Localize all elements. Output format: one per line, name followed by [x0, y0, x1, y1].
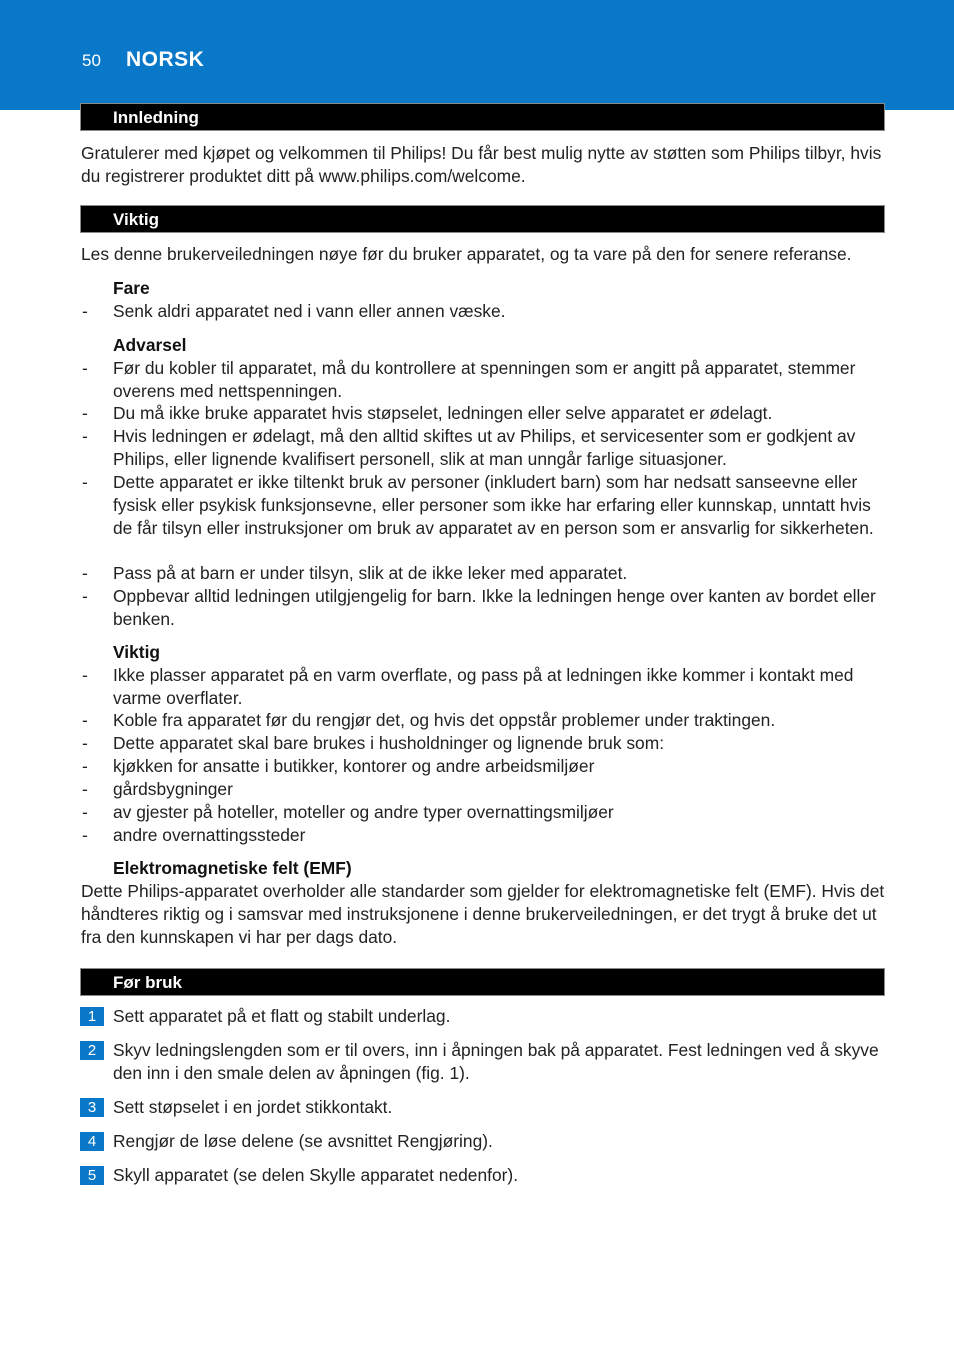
list-item: kjøkken for ansatte i butikker, kontorer og andre arbeidsmiljøer — [113, 756, 595, 776]
important-paragraph: Les denne brukerveiledningen nøye før du bruker apparatet, og ta vare på den for senere referanse. — [81, 244, 852, 264]
section-header-important — [80, 205, 885, 233]
bullet-dash: - — [82, 472, 88, 492]
section-title: Før bruk — [113, 973, 182, 992]
bullet-dash: - — [82, 733, 88, 753]
header-bar — [0, 0, 954, 110]
bullet-dash: - — [82, 802, 88, 822]
list-item: Senk aldri apparatet ned i vann eller annen væske. — [113, 301, 506, 321]
emf-paragraph: Dette Philips-apparatet overholder alle standarder som gjelder for elektromagnetiske felt (EMF). Hvis det håndteres riktig og i samsvar med instruksjonene i denne brukerveiledningen, er det trygt å bruke det ut fra den kunnskapen vi har per dags dato. — [81, 881, 885, 947]
section-header-before-use — [80, 968, 885, 996]
subheading-warning: Advarsel — [113, 335, 187, 355]
bullet-dash: - — [82, 825, 88, 845]
step-text: Rengjør de løse delene (se avsnittet Rengjøring). — [113, 1131, 493, 1151]
bullet-dash: - — [82, 563, 88, 583]
page-number: 50 — [82, 51, 101, 70]
list-item: Du må ikke bruke apparatet hvis støpselet, ledningen eller selve apparatet er ødelagt. — [113, 403, 773, 423]
bullet-dash: - — [82, 358, 88, 378]
intro-paragraph: Gratulerer med kjøpet og velkommen til Philips! Du får best mulig nytte av støtten som Philips tilbyr, hvis du registrerer produktet ditt på www.philips.com/welcome. — [81, 143, 882, 186]
bullet-dash: - — [82, 586, 88, 606]
subheading-danger: Fare — [113, 278, 150, 298]
language-title: NORSK — [126, 48, 205, 71]
list-item: Dette apparatet skal bare brukes i husholdninger og lignende bruk som: — [113, 733, 665, 753]
bullet-dash: - — [82, 665, 88, 685]
bullet-dash: - — [82, 403, 88, 423]
step-text: Skyll apparatet (se delen Skylle apparatet nedenfor). — [113, 1165, 519, 1185]
step-text: Skyv ledningslengden som er til overs, inn i åpningen bak på apparatet. Fest ledningen ved å skyve den inn i den smale delen av åpningen (fig. 1). — [113, 1040, 879, 1083]
bullet-dash: - — [82, 756, 88, 776]
subheading-emf: Elektromagnetiske felt (EMF) — [113, 858, 352, 878]
step-number-badge: 5 — [80, 1166, 104, 1185]
step-number-badge: 4 — [80, 1132, 104, 1151]
step-text: Sett støpselet i en jordet stikkontakt. — [113, 1097, 393, 1117]
section-title: Viktig — [113, 210, 159, 229]
list-item: Oppbevar alltid ledningen utilgjengelig for barn. Ikke la ledningen henge over kanten av bordet eller benken. — [113, 586, 876, 629]
step-text: Sett apparatet på et flatt og stabilt underlag. — [113, 1006, 451, 1026]
list-item: Hvis ledningen er ødelagt, må den alltid skiftes ut av Philips, et servicesenter som er godkjent av Philips, eller lignende kvalifisert personell, slik at man unngår farlige situasjoner. — [113, 426, 856, 469]
bullet-dash: - — [82, 426, 88, 446]
step-number-badge: 3 — [80, 1098, 104, 1117]
subheading-caution: Viktig — [113, 642, 161, 662]
list-item: av gjester på hoteller, moteller og andre typer overnattingsmiljøer — [113, 802, 614, 822]
list-item: Pass på at barn er under tilsyn, slik at de ikke leker med apparatet. — [113, 563, 628, 583]
list-item: Dette apparatet er ikke tiltenkt bruk av personer (inkludert barn) som har nedsatt sanseevne eller fysisk eller psykisk funksjonsevne, eller personer som ikke har erfaring eller kunnskap, unntatt hvis de får tilsyn eller instruksjoner om bruk av apparatet av en person som er ansvarlig for sikkerheten. — [113, 472, 874, 538]
list-item: andre overnattingssteder — [113, 825, 306, 845]
list-item: Ikke plasser apparatet på en varm overflate, og pass på at ledningen ikke kommer i kontakt med varme overflater. — [113, 665, 854, 708]
bullet-dash: - — [82, 710, 88, 730]
section-header-intro — [80, 103, 885, 131]
step-number-badge: 1 — [80, 1007, 104, 1026]
step-number-badge: 2 — [80, 1041, 104, 1060]
section-title: Innledning — [113, 108, 199, 127]
bullet-dash: - — [82, 301, 88, 321]
bullet-dash: - — [82, 779, 88, 799]
list-item: Før du kobler til apparatet, må du kontrollere at spenningen som er angitt på apparatet, stemmer overens med nettspenningen. — [113, 358, 856, 401]
list-item: Koble fra apparatet før du rengjør det, og hvis det oppstår problemer under traktingen. — [113, 710, 776, 730]
list-item: gårdsbygninger — [113, 779, 233, 799]
